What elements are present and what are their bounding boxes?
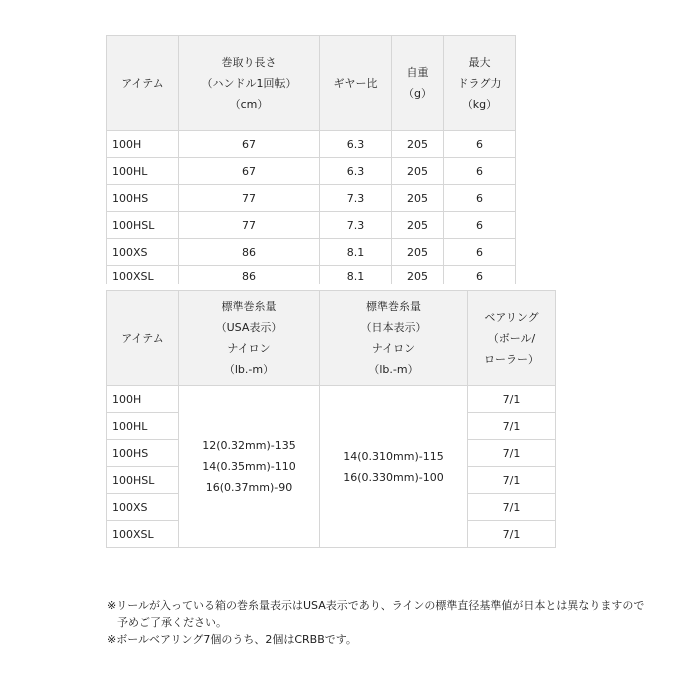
header-bearings: ベアリング （ボール/ ローラー）	[468, 291, 556, 386]
header-max-drag: 最大 ドラグ力 （kg）	[444, 36, 516, 131]
retrieve-cell: 77	[179, 185, 320, 212]
table-row	[107, 266, 516, 284]
bearing-cell: 7/1	[468, 494, 556, 521]
retrieve-cell: 86	[179, 266, 320, 284]
usa-capacity-cell: 12(0.32mm)-135 14(0.35mm)-110 16(0.37mm)-90	[179, 386, 320, 548]
header-item: アイテム	[107, 36, 179, 131]
item-cell: 100HL	[107, 158, 179, 185]
weight-cell: 205	[392, 239, 444, 266]
gear-cell: 6.3	[320, 158, 392, 185]
bearing-cell: 7/1	[468, 521, 556, 548]
spec-table-1	[106, 35, 516, 284]
drag-cell: 6	[444, 266, 516, 284]
weight-cell: 205	[392, 185, 444, 212]
item-cell: 100HSL	[107, 467, 179, 494]
header-item: アイテム	[107, 291, 179, 386]
bearing-cell: 7/1	[468, 413, 556, 440]
header-usa-capacity: 標準巻糸量 （USA表示） ナイロン （lb.-m）	[179, 291, 320, 386]
header-jp-capacity: 標準巻糸量 （日本表示） ナイロン （lb.-m）	[320, 291, 468, 386]
spec-table-2	[106, 290, 556, 548]
jp-capacity-cell: 14(0.310mm)-115 16(0.330mm)-100	[320, 386, 468, 548]
gear-cell: 8.1	[320, 239, 392, 266]
retrieve-cell: 67	[179, 131, 320, 158]
header-gear-ratio: ギヤー比	[320, 36, 392, 131]
weight-cell: 205	[392, 131, 444, 158]
drag-cell: 6	[444, 158, 516, 185]
table-row	[107, 158, 516, 185]
table-row	[107, 212, 516, 239]
weight-cell: 205	[392, 212, 444, 239]
retrieve-cell: 86	[179, 239, 320, 266]
note-bearings: ※ボールベアリング7個のうち、2個はCRBBです。	[107, 633, 357, 646]
item-cell: 100XSL	[107, 266, 179, 284]
retrieve-cell: 77	[179, 212, 320, 239]
drag-cell: 6	[444, 212, 516, 239]
item-cell: 100HL	[107, 413, 179, 440]
bearing-cell: 7/1	[468, 467, 556, 494]
table-row	[107, 185, 516, 212]
table-row	[107, 386, 556, 413]
header-weight: 自重 （g）	[392, 36, 444, 131]
bearing-cell: 7/1	[468, 386, 556, 413]
gear-cell: 7.3	[320, 185, 392, 212]
note-box-capacity	[107, 597, 644, 631]
item-cell: 100H	[107, 131, 179, 158]
note-line: ※リールが入っている箱の巻糸量表示はUSA表示であり、ラインの標準直径基準値が日本とは異なりますので	[107, 599, 645, 612]
retrieve-cell: 67	[179, 158, 320, 185]
item-cell: 100XS	[107, 239, 179, 266]
footnotes	[107, 597, 644, 648]
bearing-cell: 7/1	[468, 440, 556, 467]
item-cell: 100XSL	[107, 521, 179, 548]
table-row	[107, 131, 516, 158]
item-cell: 100XS	[107, 494, 179, 521]
header-row	[107, 36, 516, 131]
gear-cell: 6.3	[320, 131, 392, 158]
header-retrieve-length: 巻取り長さ （ハンドル1回転） （cm）	[179, 36, 320, 131]
weight-cell: 205	[392, 158, 444, 185]
table-row	[107, 239, 516, 266]
item-cell: 100HS	[107, 440, 179, 467]
weight-cell: 205	[392, 266, 444, 284]
item-cell: 100HS	[107, 185, 179, 212]
drag-cell: 6	[444, 185, 516, 212]
item-cell: 100HSL	[107, 212, 179, 239]
note-line: 予めご了承ください。	[117, 616, 227, 629]
drag-cell: 6	[444, 239, 516, 266]
item-cell: 100H	[107, 386, 179, 413]
header-row	[107, 291, 556, 386]
drag-cell: 6	[444, 131, 516, 158]
gear-cell: 8.1	[320, 266, 392, 284]
gear-cell: 7.3	[320, 212, 392, 239]
